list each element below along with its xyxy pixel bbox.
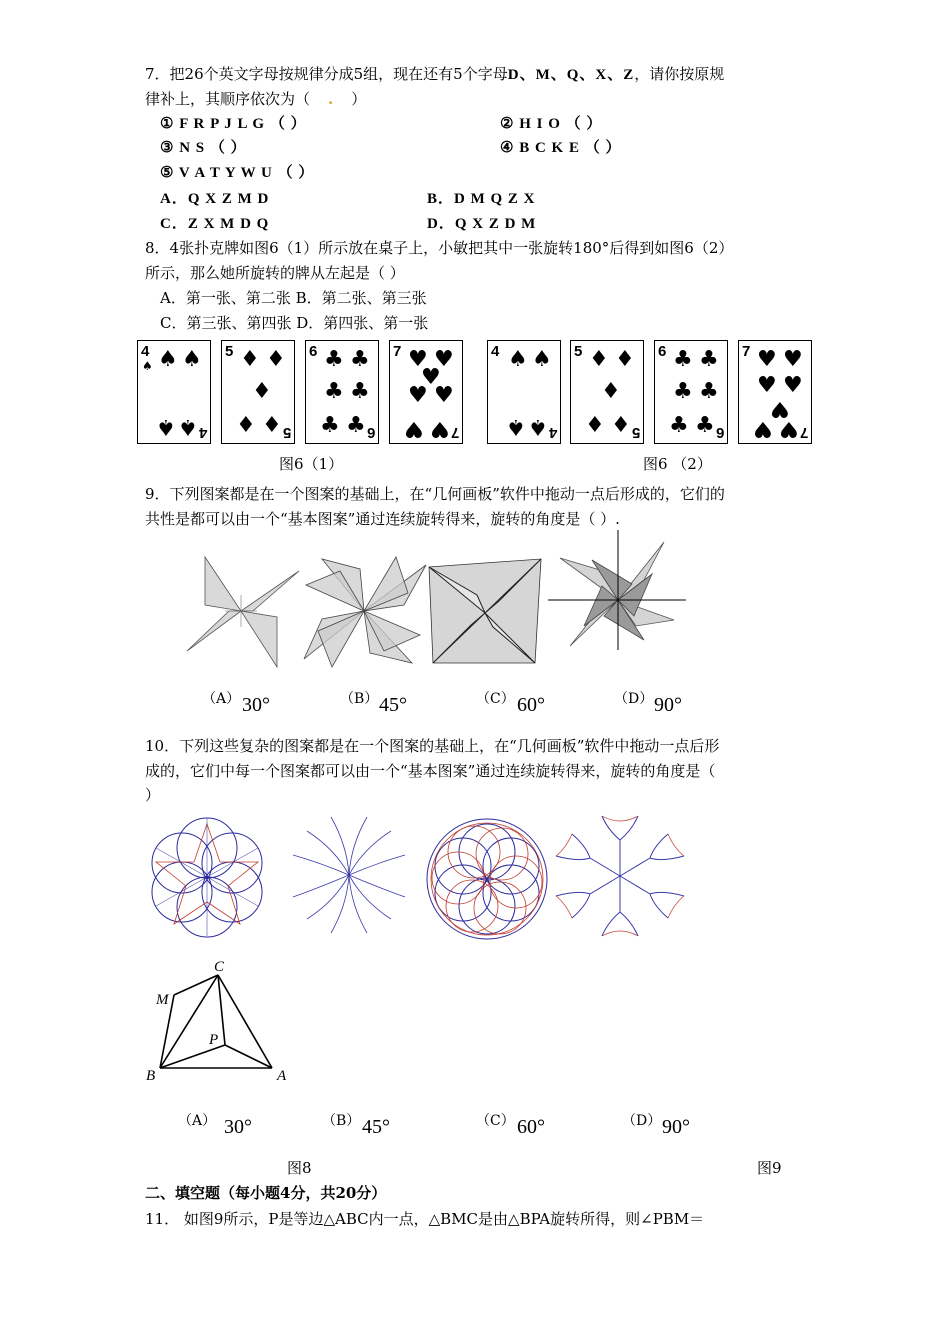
card-6-clubs-b: 6 ♣ ♣ ♣ ♣ ♣ ♣ 6 — [654, 340, 728, 444]
q10-opt-c-deg: 60° — [517, 1116, 545, 1138]
q7-group-4: ④ B C K E （ ） — [500, 140, 622, 156]
card-7-hearts-b: 7 ♥ ♥ ♥ ♥ ♥ ♥ ♥ 7 — [738, 340, 812, 444]
fig9-label-a: A — [277, 1068, 287, 1084]
q10-opt-c-label: （C） — [476, 1113, 515, 1129]
card-6-clubs: 6 ♣ ♣ ♣ ♣ ♣ ♣ 6 — [305, 340, 379, 444]
q7-option-a: A．Q X Z M D — [160, 191, 270, 207]
q7-group-5: ⑤ V A T Y W U （ ） — [160, 165, 315, 181]
q8-options-cd: C．第三张、第四张 D．第四张、第一张 — [160, 314, 429, 332]
q10-opt-a-deg: 30° — [224, 1116, 252, 1138]
q9-opt-c-deg: 60° — [517, 694, 545, 716]
card-7-hearts: 7 ♥ ♥ ♥ ♥ ♥ ♥ ♥ 7 — [389, 340, 463, 444]
card-4-spades-b: 4 ♠ ♠ ♠ ♠ 4 — [487, 340, 561, 444]
q9-opt-b-deg: 45° — [379, 694, 407, 716]
card-4-spades: 4 ♠ ♠ ♠ ♠ ♠ 4 — [137, 340, 211, 444]
card-5-diamonds: 5 ♦ ♦ ♦ ♦ ♦ 5 — [221, 340, 295, 444]
q9-pinwheel-figure-d — [548, 530, 688, 650]
q7-line1: 7．把26个英文字母按规律分成5组，现在还有5个字母D、M、Q、X、Z，请你按原规 — [145, 65, 725, 83]
q9-opt-b-label: （B） — [340, 691, 379, 707]
q9-pinwheel-figure-a — [185, 555, 305, 670]
q7-option-d: D．Q X Z D M — [427, 216, 537, 232]
q7-option-c: C．Z X M D Q — [160, 216, 270, 232]
q7-group-1: ① F R P J L G （ ） — [160, 116, 307, 132]
q8-line2: 所示，那么她所旋转的牌从左起是（ ） — [145, 264, 405, 282]
fig9-label-c: C — [214, 959, 225, 975]
q9-pinwheel-figure-b — [300, 555, 430, 670]
q10-line2: 成的，它们中每一个图案都可以由一个“基本图案”通过连续旋转得来，旋转的角度是（ — [145, 762, 716, 780]
q10-opt-a-label: （A） — [178, 1113, 217, 1129]
q8-line1: 8．4张扑克牌如图6（1）所示放在桌子上，小敏把其中一张旋转180°后得到如图6（2） — [145, 239, 734, 257]
q10-opt-b-deg: 45° — [362, 1116, 390, 1138]
q10-starburst-figure-b — [287, 805, 412, 940]
q10-opt-d-deg: 90° — [662, 1116, 690, 1138]
q7-line2: 律补上，其顺序依次为（ . ） — [145, 90, 367, 108]
q10-opt-b-label: （B） — [322, 1113, 361, 1129]
q8-options-ab: A．第一张、第二张 B．第二张、第三张 — [160, 289, 427, 307]
q9-line2: 共性是都可以由一个“基本图案”通过连续旋转得来，旋转的角度是（ ）. — [145, 510, 620, 528]
fig9-label-m: M — [156, 992, 169, 1008]
q10-snowflake-figure-d — [550, 812, 690, 940]
section-2-heading: 二、填空题（每小题4分，共20分） — [145, 1184, 387, 1202]
q7-option-b: B．D M Q Z X — [427, 191, 536, 207]
q10-rosette-figure-a — [140, 810, 275, 945]
q10-opt-d-label: （D） — [622, 1113, 662, 1129]
fig9-label-p: P — [209, 1032, 219, 1048]
card-5-diamonds-b: 5 ♦ ♦ ♦ ♦ ♦ 5 — [570, 340, 644, 444]
q9-line1: 9．下列图案都是在一个图案的基础上，在“几何画板”软件中拖动一点后形成的，它们的 — [145, 485, 725, 503]
q9-opt-c-label: （C） — [476, 691, 515, 707]
q10-line1: 10．下列这些复杂的图案都是在一个图案的基础上，在“几何画板”软件中拖动一点后形 — [145, 737, 720, 755]
q10-line3: ） — [145, 786, 161, 804]
q9-opt-a-deg: 30° — [242, 694, 270, 716]
q9-pinwheel-figure-c — [425, 555, 545, 670]
fig6-2-caption: 图6 （2） — [643, 455, 712, 473]
q7-group-2: ② H I O （ ） — [500, 116, 603, 132]
q11-text: 11． 如图9所示，P是等边△ABC内一点，△BMC是由△BPA旋转所得，则∠PBM＝ — [145, 1210, 705, 1228]
fig6-1-caption: 图6（1） — [279, 455, 344, 473]
q9-opt-a-label: （A） — [202, 691, 241, 707]
q10-rosette-figure-c — [420, 812, 555, 947]
fig9-label-b: B — [146, 1068, 156, 1084]
q9-opt-d-label: （D） — [614, 691, 654, 707]
q7-group-3: ③ N S （ ） — [160, 140, 247, 156]
fig8-caption: 图8 — [287, 1159, 312, 1177]
fig9-caption: 图9 — [757, 1159, 782, 1177]
q9-opt-d-deg: 90° — [654, 694, 682, 716]
